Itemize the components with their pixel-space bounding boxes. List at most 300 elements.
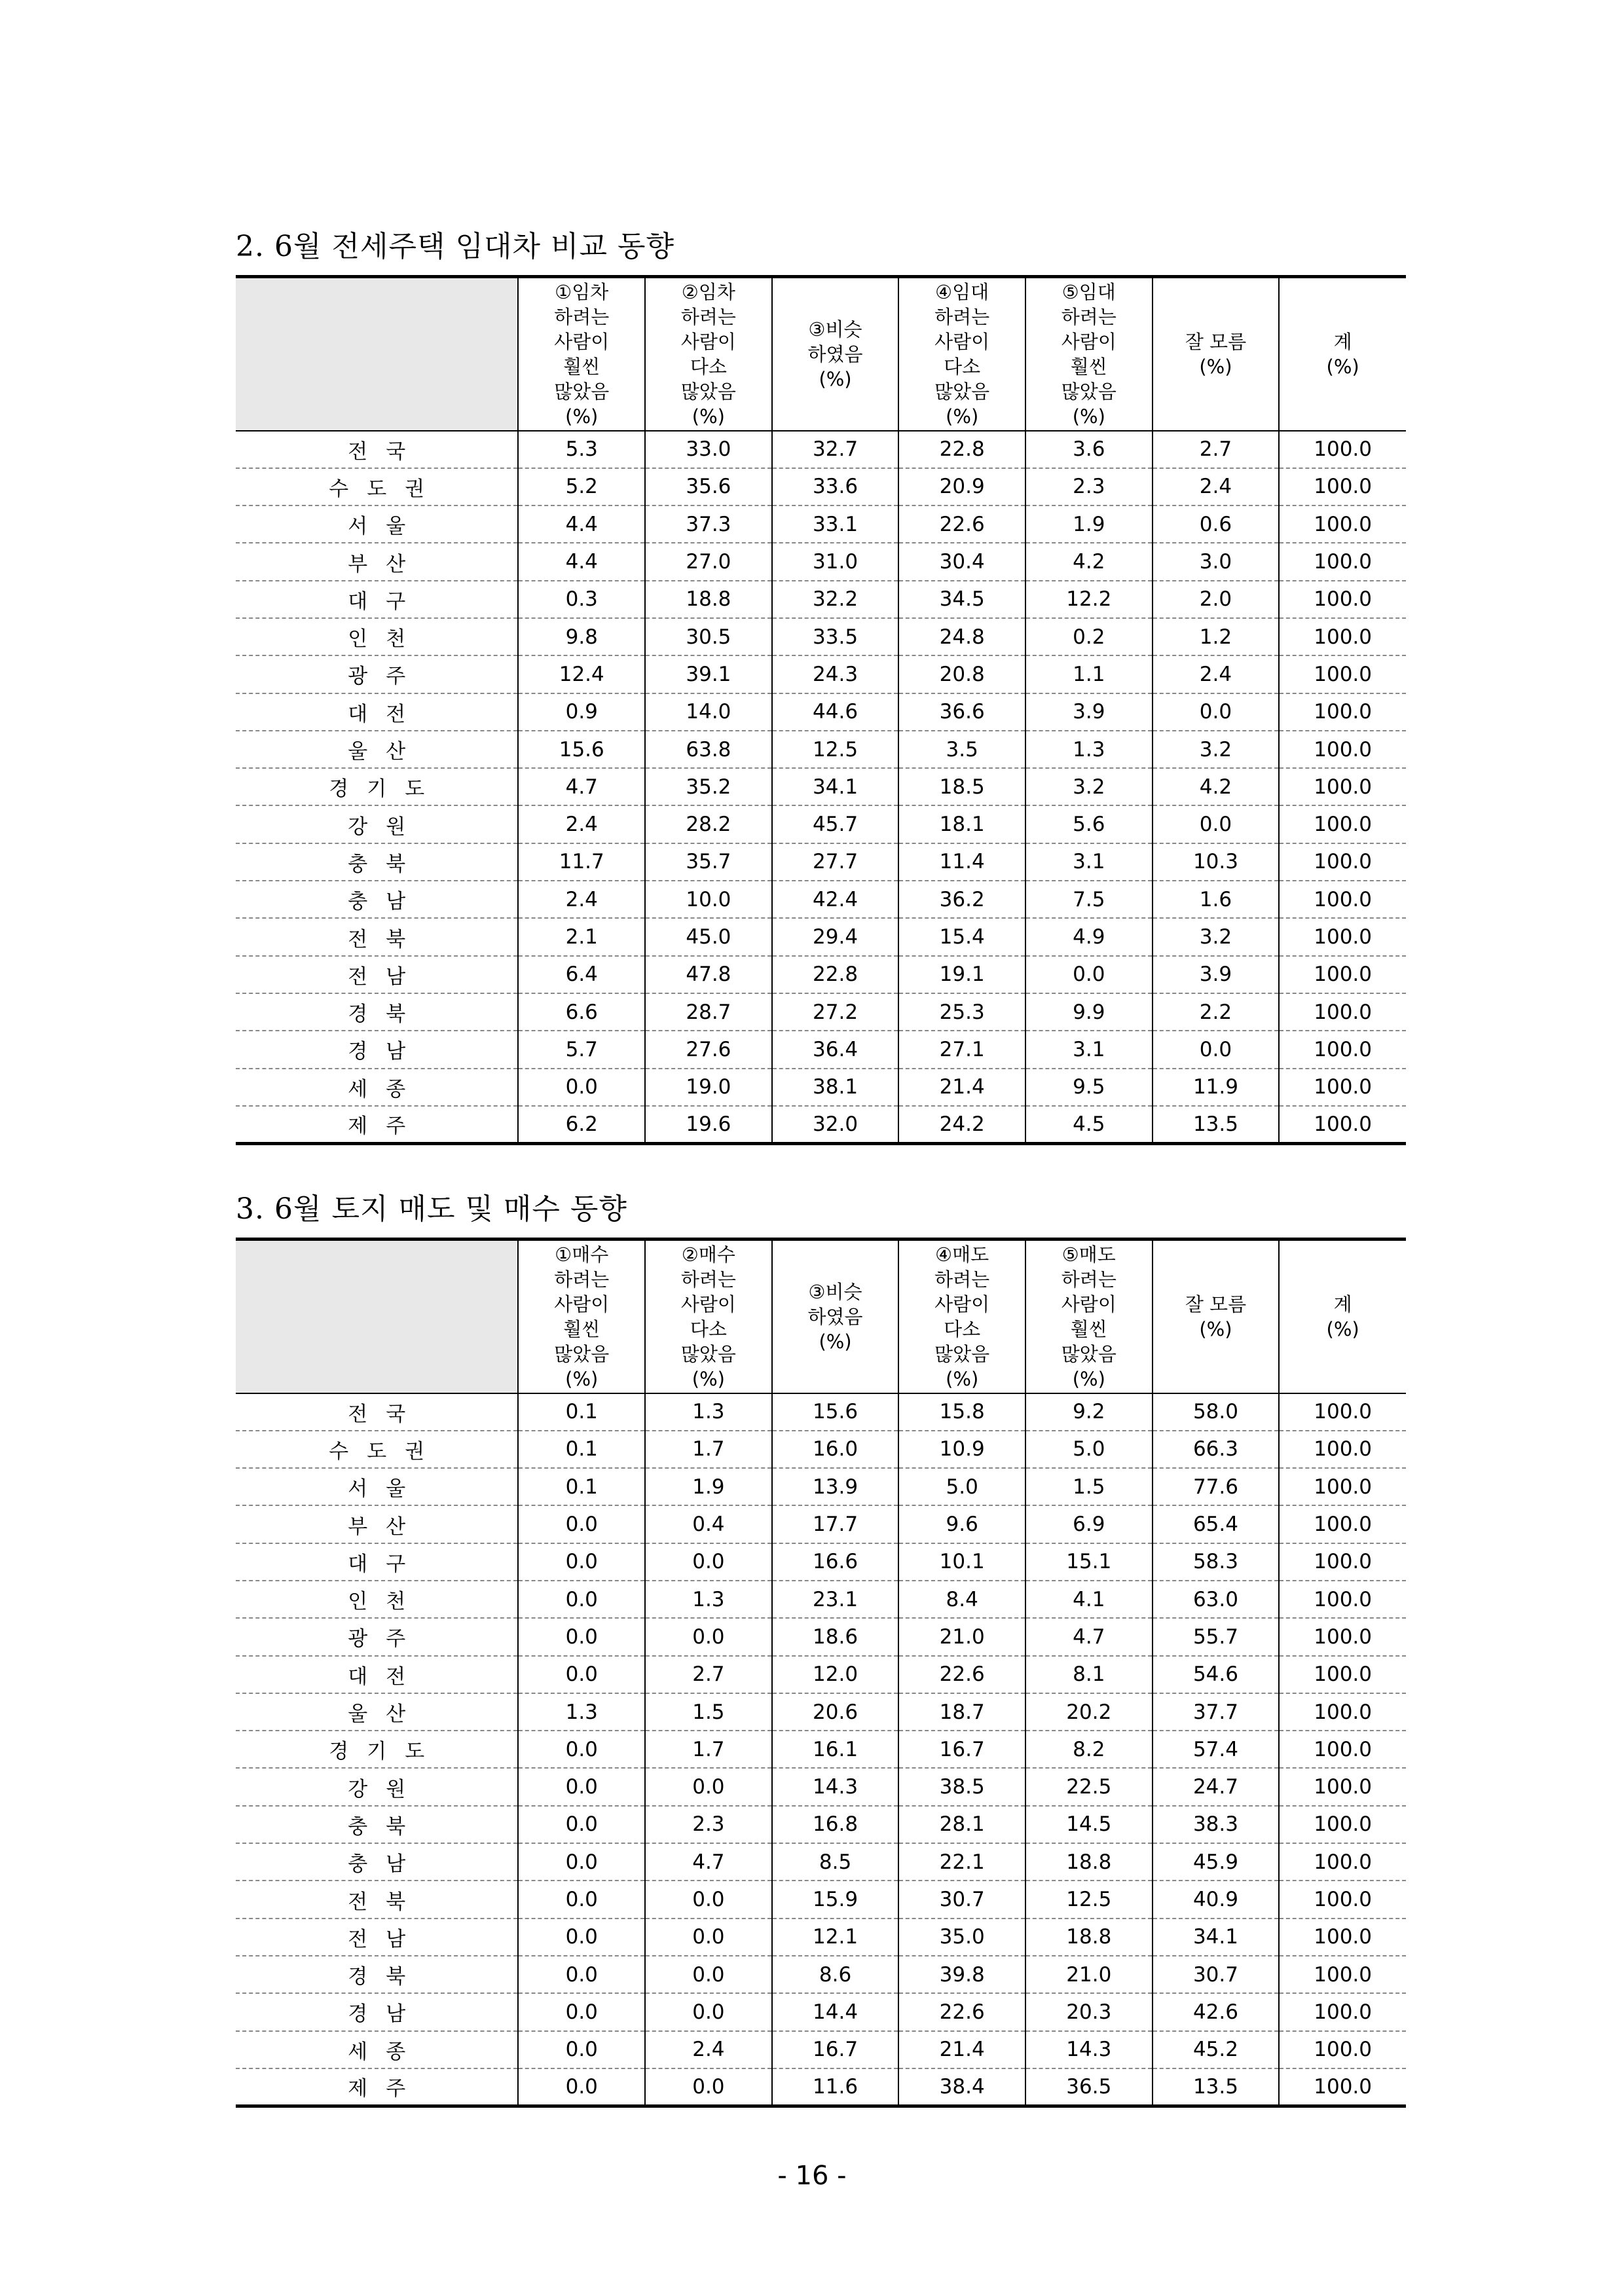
column-header: 계 (%) (1279, 277, 1406, 431)
value-cell: 100.0 (1279, 1993, 1406, 2030)
column-header: 잘 모름 (%) (1153, 1239, 1280, 1393)
value-cell: 6.2 (518, 1106, 645, 1143)
table-row (236, 805, 1406, 843)
column-header: ②임차 하려는 사람이 다소 많았음 (%) (645, 277, 772, 431)
value-cell: 22.8 (772, 956, 899, 993)
value-cell: 34.5 (898, 581, 1025, 618)
region-cell: 대전 (236, 1656, 518, 1693)
value-cell: 100.0 (1279, 2068, 1406, 2106)
value-cell: 100.0 (1279, 1431, 1406, 1468)
value-cell: 16.7 (772, 2031, 899, 2068)
column-header: ②매수 하려는 사람이 다소 많았음 (%) (645, 1239, 772, 1393)
value-cell: 19.0 (645, 1069, 772, 1106)
value-cell: 25.3 (898, 993, 1025, 1031)
value-cell: 100.0 (1279, 693, 1406, 731)
value-cell: 20.9 (898, 468, 1025, 505)
value-cell: 16.1 (772, 1731, 899, 1768)
value-cell: 36.6 (898, 693, 1025, 731)
value-cell: 0.0 (645, 1993, 772, 2030)
value-cell: 3.0 (1153, 543, 1280, 580)
value-cell: 9.8 (518, 618, 645, 655)
table-row (236, 1919, 1406, 1956)
value-cell: 10.0 (645, 881, 772, 918)
value-cell: 8.6 (772, 1956, 899, 1993)
value-cell: 6.6 (518, 993, 645, 1031)
value-cell: 0.0 (645, 1543, 772, 1581)
value-cell: 3.6 (1025, 431, 1153, 468)
value-cell: 11.7 (518, 843, 645, 881)
value-cell: 32.7 (772, 431, 899, 468)
land-trade-table (236, 1238, 1406, 2108)
value-cell: 1.9 (1025, 505, 1153, 543)
value-cell: 54.6 (1153, 1656, 1280, 1693)
value-cell: 44.6 (772, 693, 899, 731)
value-cell: 3.2 (1025, 768, 1153, 805)
value-cell: 1.6 (1153, 881, 1280, 918)
value-cell: 0.0 (1153, 1031, 1280, 1068)
value-cell: 21.4 (898, 1069, 1025, 1106)
value-cell: 45.7 (772, 805, 899, 843)
value-cell: 38.4 (898, 2068, 1025, 2106)
value-cell: 0.0 (518, 1505, 645, 1543)
value-cell: 6.9 (1025, 1505, 1153, 1543)
value-cell: 0.0 (518, 2031, 645, 2068)
table-row (236, 505, 1406, 543)
value-cell: 42.6 (1153, 1993, 1280, 2030)
value-cell: 4.1 (1025, 1581, 1153, 1618)
value-cell: 24.7 (1153, 1768, 1280, 1805)
value-cell: 3.2 (1153, 918, 1280, 955)
value-cell: 4.7 (645, 1843, 772, 1881)
value-cell: 4.7 (1025, 1618, 1153, 1655)
value-cell: 23.1 (772, 1581, 899, 1618)
value-cell: 5.0 (1025, 1431, 1153, 1468)
value-cell: 20.8 (898, 655, 1025, 693)
value-cell: 13.9 (772, 1468, 899, 1505)
value-cell: 16.8 (772, 1806, 899, 1843)
value-cell: 4.4 (518, 543, 645, 580)
value-cell: 20.6 (772, 1693, 899, 1731)
region-cell: 서울 (236, 505, 518, 543)
value-cell: 36.5 (1025, 2068, 1153, 2106)
value-cell: 27.2 (772, 993, 899, 1031)
value-cell: 2.1 (518, 918, 645, 955)
table-row (236, 2031, 1406, 2068)
value-cell: 15.6 (518, 731, 645, 768)
section-title-jeonse: 2. 6월 전세주택 임대차 비교 동향 (236, 230, 674, 263)
value-cell: 100.0 (1279, 1505, 1406, 1543)
value-cell: 45.0 (645, 918, 772, 955)
value-cell: 3.1 (1025, 843, 1153, 881)
table-row (236, 2068, 1406, 2106)
value-cell: 14.3 (772, 1768, 899, 1805)
value-cell: 2.0 (1153, 581, 1280, 618)
value-cell: 35.7 (645, 843, 772, 881)
region-cell: 충남 (236, 1843, 518, 1881)
value-cell: 15.9 (772, 1881, 899, 1918)
value-cell: 100.0 (1279, 843, 1406, 881)
table-row (236, 618, 1406, 655)
header-region (236, 1239, 518, 1393)
region-cell: 경기도 (236, 768, 518, 805)
value-cell: 0.0 (645, 1881, 772, 1918)
table-row (236, 1106, 1406, 1143)
value-cell: 37.7 (1153, 1693, 1280, 1731)
value-cell: 5.7 (518, 1031, 645, 1068)
region-cell: 충북 (236, 843, 518, 881)
value-cell: 12.1 (772, 1919, 899, 1956)
value-cell: 100.0 (1279, 431, 1406, 468)
value-cell: 18.8 (1025, 1919, 1153, 1956)
value-cell: 8.2 (1025, 1731, 1153, 1768)
value-cell: 100.0 (1279, 1881, 1406, 1918)
value-cell: 18.6 (772, 1618, 899, 1655)
value-cell: 3.9 (1025, 693, 1153, 731)
value-cell: 4.7 (518, 768, 645, 805)
value-cell: 17.7 (772, 1505, 899, 1543)
value-cell: 18.5 (898, 768, 1025, 805)
value-cell: 1.1 (1025, 655, 1153, 693)
region-cell: 세종 (236, 2031, 518, 2068)
region-cell: 울산 (236, 1693, 518, 1731)
value-cell: 2.4 (518, 805, 645, 843)
table-row (236, 1806, 1406, 1843)
value-cell: 0.0 (518, 1656, 645, 1693)
value-cell: 0.0 (645, 1618, 772, 1655)
value-cell: 9.6 (898, 1505, 1025, 1543)
value-cell: 21.0 (1025, 1956, 1153, 1993)
table-row (236, 768, 1406, 805)
value-cell: 10.1 (898, 1543, 1025, 1581)
value-cell: 2.4 (1153, 468, 1280, 505)
value-cell: 45.9 (1153, 1843, 1280, 1881)
value-cell: 100.0 (1279, 2031, 1406, 2068)
value-cell: 100.0 (1279, 1656, 1406, 1693)
value-cell: 33.5 (772, 618, 899, 655)
value-cell: 55.7 (1153, 1618, 1280, 1655)
value-cell: 11.6 (772, 2068, 899, 2106)
value-cell: 8.1 (1025, 1656, 1153, 1693)
value-cell: 100.0 (1279, 1731, 1406, 1768)
value-cell: 5.0 (898, 1468, 1025, 1505)
table-row (236, 1031, 1406, 1068)
table-row (236, 1468, 1406, 1505)
region-cell: 전북 (236, 918, 518, 955)
value-cell: 1.5 (645, 1693, 772, 1731)
value-cell: 21.4 (898, 2031, 1025, 2068)
value-cell: 100.0 (1279, 881, 1406, 918)
value-cell: 47.8 (645, 956, 772, 993)
value-cell: 0.1 (518, 1393, 645, 1431)
region-cell: 제주 (236, 2068, 518, 2106)
value-cell: 40.9 (1153, 1881, 1280, 1918)
value-cell: 14.5 (1025, 1806, 1153, 1843)
value-cell: 100.0 (1279, 993, 1406, 1031)
region-cell: 광주 (236, 1618, 518, 1655)
value-cell: 0.3 (518, 581, 645, 618)
value-cell: 22.6 (898, 505, 1025, 543)
value-cell: 18.8 (645, 581, 772, 618)
value-cell: 39.1 (645, 655, 772, 693)
table-row (236, 1656, 1406, 1693)
value-cell: 100.0 (1279, 956, 1406, 993)
value-cell: 21.0 (898, 1618, 1025, 1655)
value-cell: 27.0 (645, 543, 772, 580)
region-cell: 세종 (236, 1069, 518, 1106)
value-cell: 0.0 (518, 1069, 645, 1106)
value-cell: 11.9 (1153, 1069, 1280, 1106)
value-cell: 30.5 (645, 618, 772, 655)
value-cell: 14.0 (645, 693, 772, 731)
value-cell: 33.1 (772, 505, 899, 543)
value-cell: 5.2 (518, 468, 645, 505)
column-header: ⑤매도 하려는 사람이 훨씬 많았음 (%) (1025, 1239, 1153, 1393)
value-cell: 8.4 (898, 1581, 1025, 1618)
value-cell: 100.0 (1279, 1069, 1406, 1106)
value-cell: 0.0 (518, 2068, 645, 2106)
table-row (236, 468, 1406, 505)
region-cell: 전남 (236, 956, 518, 993)
value-cell: 19.1 (898, 956, 1025, 993)
table-row (236, 1431, 1406, 1468)
value-cell: 1.9 (645, 1468, 772, 1505)
value-cell: 16.0 (772, 1431, 899, 1468)
region-cell: 부산 (236, 543, 518, 580)
value-cell: 2.7 (645, 1656, 772, 1693)
value-cell: 35.0 (898, 1919, 1025, 1956)
region-cell: 서울 (236, 1468, 518, 1505)
region-cell: 광주 (236, 655, 518, 693)
value-cell: 38.5 (898, 1768, 1025, 1805)
value-cell: 39.8 (898, 1956, 1025, 1993)
table-row (236, 1843, 1406, 1881)
value-cell: 100.0 (1279, 655, 1406, 693)
table-row (236, 581, 1406, 618)
value-cell: 24.3 (772, 655, 899, 693)
value-cell: 16.6 (772, 1543, 899, 1581)
value-cell: 3.5 (898, 731, 1025, 768)
value-cell: 0.0 (518, 1581, 645, 1618)
region-cell: 부산 (236, 1505, 518, 1543)
table-row (236, 1505, 1406, 1543)
table-row (236, 918, 1406, 955)
table-row (236, 1581, 1406, 1618)
value-cell: 0.0 (518, 1768, 645, 1805)
value-cell: 1.3 (645, 1581, 772, 1618)
region-cell: 대구 (236, 1543, 518, 1581)
value-cell: 12.0 (772, 1656, 899, 1693)
region-cell: 인천 (236, 1581, 518, 1618)
value-cell: 36.2 (898, 881, 1025, 918)
value-cell: 22.5 (1025, 1768, 1153, 1805)
table-header-row (236, 1239, 1406, 1393)
value-cell: 30.4 (898, 543, 1025, 580)
table-row (236, 1543, 1406, 1581)
region-cell: 전국 (236, 431, 518, 468)
region-cell: 강원 (236, 805, 518, 843)
table-row (236, 1731, 1406, 1768)
value-cell: 24.8 (898, 618, 1025, 655)
value-cell: 4.2 (1025, 543, 1153, 580)
page-number: - 16 - (777, 2161, 847, 2191)
value-cell: 4.5 (1025, 1106, 1153, 1143)
region-cell: 전북 (236, 1881, 518, 1918)
header-region (236, 277, 518, 431)
value-cell: 0.4 (645, 1505, 772, 1543)
region-cell: 인천 (236, 618, 518, 655)
value-cell: 7.5 (1025, 881, 1153, 918)
value-cell: 9.2 (1025, 1393, 1153, 1431)
value-cell: 0.0 (1153, 693, 1280, 731)
value-cell: 57.4 (1153, 1731, 1280, 1768)
table-row (236, 1393, 1406, 1431)
value-cell: 27.1 (898, 1031, 1025, 1068)
column-header: ⑤임대 하려는 사람이 훨씬 많았음 (%) (1025, 277, 1153, 431)
value-cell: 22.1 (898, 1843, 1025, 1881)
value-cell: 0.0 (518, 1806, 645, 1843)
value-cell: 100.0 (1279, 468, 1406, 505)
table-header-row (236, 277, 1406, 431)
value-cell: 0.2 (1025, 618, 1153, 655)
value-cell: 15.4 (898, 918, 1025, 955)
region-cell: 경남 (236, 1993, 518, 2030)
table-row (236, 693, 1406, 731)
value-cell: 33.6 (772, 468, 899, 505)
table-row (236, 1993, 1406, 2030)
value-cell: 4.2 (1153, 768, 1280, 805)
value-cell: 22.6 (898, 1993, 1025, 2030)
value-cell: 13.5 (1153, 2068, 1280, 2106)
value-cell: 18.8 (1025, 1843, 1153, 1881)
value-cell: 0.9 (518, 693, 645, 731)
table-row (236, 1618, 1406, 1655)
column-header: 계 (%) (1279, 1239, 1406, 1393)
value-cell: 5.3 (518, 431, 645, 468)
value-cell: 77.6 (1153, 1468, 1280, 1505)
value-cell: 42.4 (772, 881, 899, 918)
table-row (236, 1768, 1406, 1805)
column-header: ④임대 하려는 사람이 다소 많았음 (%) (898, 277, 1025, 431)
value-cell: 100.0 (1279, 918, 1406, 955)
value-cell: 0.0 (1025, 956, 1153, 993)
region-cell: 충남 (236, 881, 518, 918)
region-cell: 경남 (236, 1031, 518, 1068)
value-cell: 0.0 (645, 1919, 772, 1956)
value-cell: 2.3 (1025, 468, 1153, 505)
value-cell: 100.0 (1279, 731, 1406, 768)
value-cell: 100.0 (1279, 1031, 1406, 1068)
value-cell: 45.2 (1153, 2031, 1280, 2068)
value-cell: 18.7 (898, 1693, 1025, 1731)
value-cell: 9.9 (1025, 993, 1153, 1031)
value-cell: 31.0 (772, 543, 899, 580)
value-cell: 1.3 (1025, 731, 1153, 768)
table-row (236, 1069, 1406, 1106)
column-header: 잘 모름 (%) (1153, 277, 1280, 431)
value-cell: 38.3 (1153, 1806, 1280, 1843)
value-cell: 63.8 (645, 731, 772, 768)
value-cell: 24.2 (898, 1106, 1025, 1143)
column-header: ③비슷 하였음 (%) (772, 1239, 899, 1393)
region-cell: 전남 (236, 1919, 518, 1956)
value-cell: 2.2 (1153, 993, 1280, 1031)
value-cell: 10.3 (1153, 843, 1280, 881)
value-cell: 18.1 (898, 805, 1025, 843)
region-cell: 제주 (236, 1106, 518, 1143)
value-cell: 1.7 (645, 1431, 772, 1468)
value-cell: 28.7 (645, 993, 772, 1031)
value-cell: 3.1 (1025, 1031, 1153, 1068)
value-cell: 8.5 (772, 1843, 899, 1881)
region-cell: 강원 (236, 1768, 518, 1805)
table-row (236, 881, 1406, 918)
value-cell: 3.9 (1153, 956, 1280, 993)
value-cell: 0.0 (518, 1731, 645, 1768)
value-cell: 29.4 (772, 918, 899, 955)
value-cell: 0.6 (1153, 505, 1280, 543)
value-cell: 100.0 (1279, 505, 1406, 543)
value-cell: 0.0 (645, 2068, 772, 2106)
region-cell: 경북 (236, 993, 518, 1031)
value-cell: 5.6 (1025, 805, 1153, 843)
column-header: ④매도 하려는 사람이 다소 많았음 (%) (898, 1239, 1025, 1393)
value-cell: 27.7 (772, 843, 899, 881)
table-row (236, 1881, 1406, 1918)
value-cell: 100.0 (1279, 581, 1406, 618)
value-cell: 22.8 (898, 431, 1025, 468)
region-cell: 대구 (236, 581, 518, 618)
value-cell: 100.0 (1279, 1693, 1406, 1731)
value-cell: 0.0 (645, 1956, 772, 1993)
value-cell: 34.1 (772, 768, 899, 805)
value-cell: 30.7 (898, 1881, 1025, 1918)
value-cell: 0.0 (518, 1881, 645, 1918)
value-cell: 2.3 (645, 1806, 772, 1843)
value-cell: 32.2 (772, 581, 899, 618)
value-cell: 1.5 (1025, 1468, 1153, 1505)
value-cell: 100.0 (1279, 1543, 1406, 1581)
jeonse-lease-table (236, 275, 1406, 1145)
table-row (236, 843, 1406, 881)
value-cell: 3.2 (1153, 731, 1280, 768)
table-row (236, 1956, 1406, 1993)
value-cell: 6.4 (518, 956, 645, 993)
value-cell: 4.9 (1025, 918, 1153, 955)
region-cell: 경기도 (236, 1731, 518, 1768)
value-cell: 22.6 (898, 1656, 1025, 1693)
column-header: ①매수 하려는 사람이 훨씬 많았음 (%) (518, 1239, 645, 1393)
value-cell: 13.5 (1153, 1106, 1280, 1143)
table-row (236, 731, 1406, 768)
region-cell: 대전 (236, 693, 518, 731)
value-cell: 0.0 (518, 1843, 645, 1881)
region-cell: 충북 (236, 1806, 518, 1843)
table-row (236, 543, 1406, 580)
value-cell: 36.4 (772, 1031, 899, 1068)
value-cell: 1.7 (645, 1731, 772, 1768)
value-cell: 0.0 (1153, 805, 1280, 843)
value-cell: 0.0 (518, 1956, 645, 1993)
region-cell: 경북 (236, 1956, 518, 1993)
value-cell: 2.4 (1153, 655, 1280, 693)
value-cell: 12.2 (1025, 581, 1153, 618)
table-row (236, 655, 1406, 693)
value-cell: 0.0 (518, 1993, 645, 2030)
value-cell: 0.1 (518, 1468, 645, 1505)
value-cell: 15.6 (772, 1393, 899, 1431)
value-cell: 63.0 (1153, 1581, 1280, 1618)
section-title-land: 3. 6월 토지 매도 및 매수 동향 (236, 1192, 627, 1226)
